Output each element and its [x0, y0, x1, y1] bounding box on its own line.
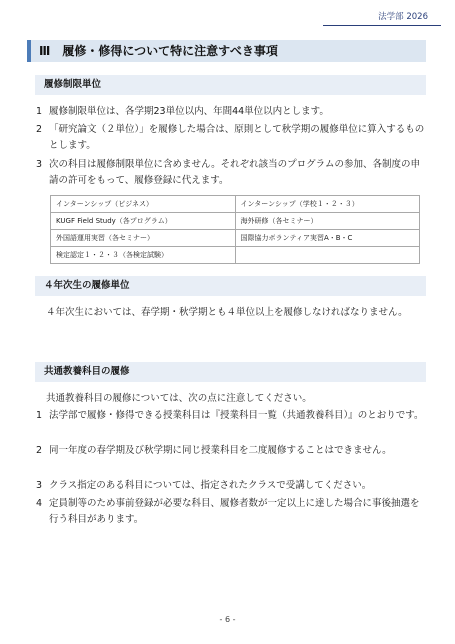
item-number: 4	[36, 498, 43, 509]
page-number: - 6 -	[219, 615, 236, 624]
table-cell: インターンシップ（ビジネス）	[51, 196, 236, 213]
item-number: 2	[36, 445, 43, 456]
table-cell: 外国語運用実習（各セミナー）	[51, 230, 236, 247]
item-text: 法学部で履修・修得できる授業科目は『授業科目一覧（共通教養科目）』のとおりです。	[49, 410, 424, 421]
item-text: 履修制限単位は、各学期23単位以内、年間44単位以内とします。	[49, 106, 329, 117]
general-intro: 共通教養科目の履修については、次の点に注意してください。	[46, 393, 312, 404]
table-cell: 海外研修（各セミナー）	[235, 213, 420, 230]
section-number: Ⅲ	[39, 44, 51, 58]
table-row	[51, 247, 420, 264]
section-title-text: 履修・修得について特に注意すべき事項	[62, 44, 278, 58]
item-text: 「研究論文（２単位）」を履修した場合は、原則として秋学期の履修単位に算入するものとします。	[49, 124, 425, 151]
subheading-credit-limit: 履修制限単位	[35, 75, 426, 95]
subheading-fourth-year: ４年次生の履修単位	[35, 276, 426, 296]
header-rule	[323, 25, 441, 26]
table-cell: 検定認定１・２・３（各検定試験）	[51, 247, 236, 264]
list-item	[36, 157, 426, 189]
list-item	[36, 408, 426, 424]
item-number: 3	[36, 480, 43, 491]
item-text: クラス指定のある科目については、指定されたクラスで受講してください。	[49, 480, 372, 491]
table-row	[51, 230, 420, 247]
table-cell: インターンシップ（学校１・２・３）	[235, 196, 420, 213]
excluded-courses-table	[50, 195, 420, 264]
item-number: 2	[36, 124, 43, 135]
table-row	[51, 213, 420, 230]
table-row	[51, 196, 420, 213]
item-number: 1	[36, 410, 43, 421]
list-item	[36, 122, 426, 154]
table-cell: 国際協力ボランティア実習A・B・C	[235, 230, 420, 247]
list-item	[36, 478, 426, 494]
item-text: 同一年度の春学期及び秋学期に同じ授業科目を二度履修することはできません。	[49, 445, 392, 456]
table-cell	[235, 247, 420, 264]
section-title	[27, 40, 426, 62]
item-number: 1	[36, 106, 43, 117]
faculty-year-tag: 法学部 2026	[378, 12, 428, 22]
list-item	[36, 104, 426, 120]
item-text: 次の科目は履修制限単位に含めません。それぞれ該当のプログラムの参加、各制度の申請の許可をもって、履修登録に代えます。	[49, 159, 420, 186]
fourth-year-text: ４年次生においては、春学期・秋学期とも４単位以上を履修しなければなりません。	[46, 307, 408, 318]
list-item	[36, 443, 426, 459]
item-text: 定員制等のため事前登録が必要な科目、履修者数が一定以上に達した場合に事後抽選を行う科目があります。	[49, 498, 420, 525]
subheading-general-education: 共通教養科目の履修	[35, 362, 426, 382]
table-cell: KUGF Field Study（各プログラム）	[51, 213, 236, 230]
item-number: 3	[36, 159, 43, 170]
list-item	[36, 496, 426, 528]
